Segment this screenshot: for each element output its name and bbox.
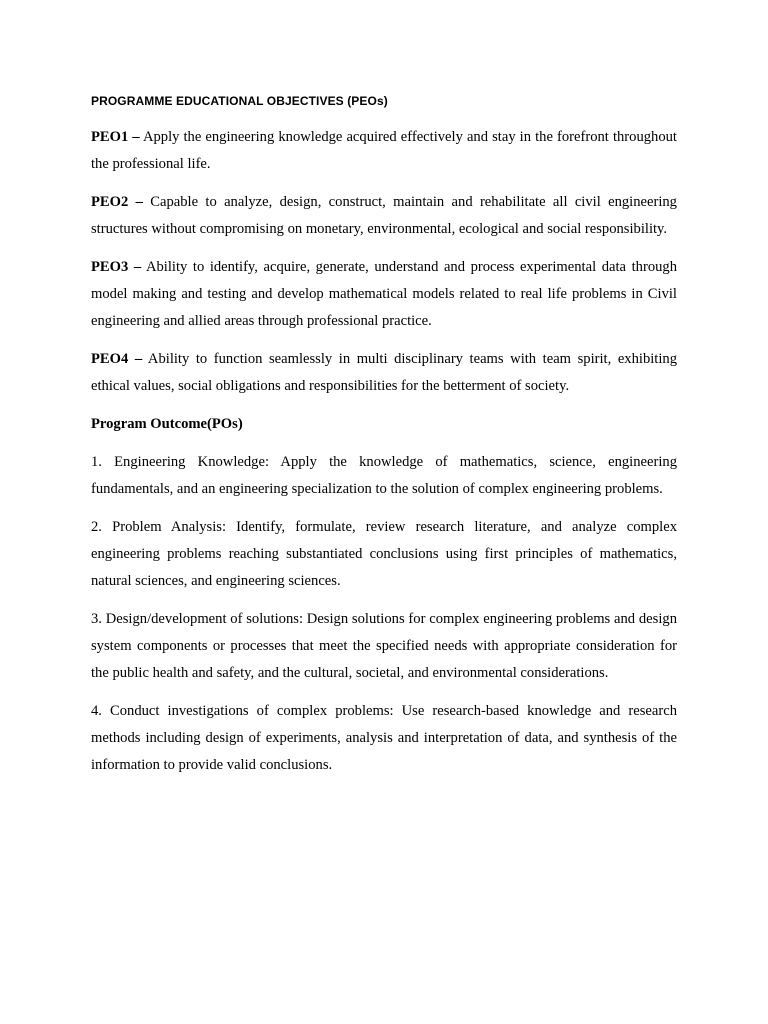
- po-item-4: 4. Conduct investigations of complex problems: Use research-based knowledge and research methods including design of experiments, analysis and interpretation of data, and synthesis of the information to provide valid conclusions.: [91, 703, 677, 773]
- peo-label: PEO2 –: [91, 194, 143, 210]
- peo-text: Capable to analyze, design, construct, maintain and rehabilitate all civil engineering structures without compromising on monetary, environmental, ecological and social responsibility.: [91, 194, 677, 237]
- peo-item-4: [91, 346, 677, 400]
- po-item-1: 1. Engineering Knowledge: Apply the knowledge of mathematics, science, engineering fundamentals, and an engineering specialization to the solution of complex engineering problems.: [91, 454, 677, 497]
- peo-label: PEO1 –: [91, 129, 140, 145]
- peo-text: Apply the engineering knowledge acquired effectively and stay in the forefront throughout the professional life.: [91, 129, 677, 172]
- peo-item-3: [91, 254, 677, 335]
- po-item-2: 2. Problem Analysis: Identify, formulate, review research literature, and analyze complex engineering problems reaching substantiated conclusions using first principles of mathematics, natural sciences, and engineering sciences.: [91, 519, 677, 589]
- peo-text: Ability to function seamlessly in multi disciplinary teams with team spirit, exhibiting ethical values, social obligations and responsibilities for the betterment of society.: [91, 351, 677, 394]
- peo-item-1: [91, 124, 677, 178]
- po-heading: Program Outcome(POs): [91, 416, 243, 432]
- document-body: [91, 92, 677, 790]
- peo-label: PEO4 –: [91, 351, 143, 367]
- peo-label: PEO3 –: [91, 259, 142, 275]
- peo-text: Ability to identify, acquire, generate, understand and process experimental data through model making and testing and develop mathematical models related to real life problems in Civil engineering and allied areas through professional practice.: [91, 259, 678, 329]
- peo-item-2: [91, 189, 677, 243]
- peo-heading: PROGRAMME EDUCATIONAL OBJECTIVES (PEOs): [91, 94, 388, 108]
- po-item-3: 3. Design/development of solutions: Design solutions for complex engineering problems and design system components or processes that meet the specified needs with appropriate consideration for the public health and safety, and the cultural, societal, and environmental considerations.: [91, 611, 677, 681]
